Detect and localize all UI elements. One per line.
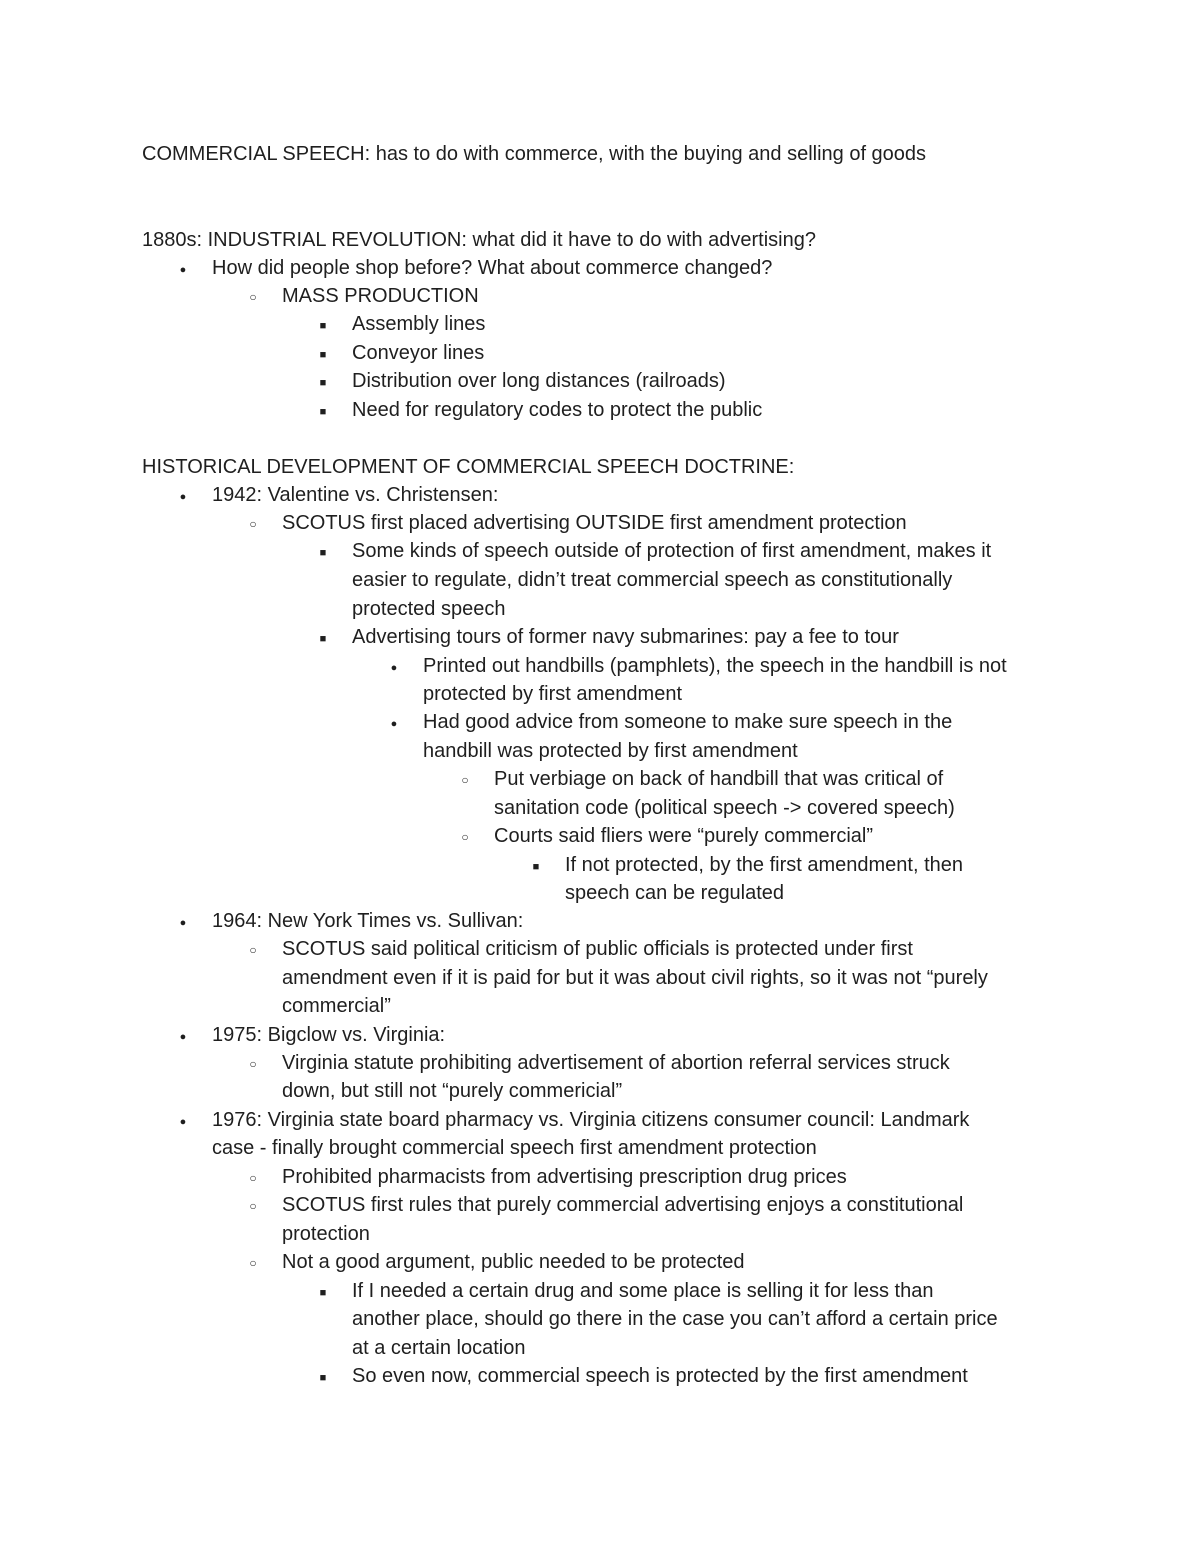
bullet-disc-icon [175, 907, 191, 938]
continuation-text: handbill was protected by first amendment [423, 740, 798, 762]
list-item-text: SCOTUS said political criticism of public officials is protected under first [282, 938, 913, 960]
continuation-text: amendment even if it is paid for but it was about civil rights, so it was not “purely [282, 967, 988, 989]
list-item-text: Printed out handbills (pamphlets), the speech in the handbill is not [423, 655, 1007, 677]
bullet-square-icon [315, 1362, 331, 1393]
bullet-square-icon [528, 851, 544, 882]
continuation-text: at a certain location [352, 1337, 526, 1359]
bullet-disc-icon [386, 708, 402, 739]
continuation-text: protected speech [352, 598, 506, 620]
list-item-text: Assembly lines [352, 313, 486, 335]
continuation-text: easier to regulate, didn’t treat commercial speech as constitutionally [352, 569, 953, 591]
continuation-text: another place, should go there in the case you can’t afford a certain price [352, 1308, 998, 1330]
section-heading: HISTORICAL DEVELOPMENT OF COMMERCIAL SPEECH DOCTRINE: [142, 456, 795, 478]
bullet-circle-icon [245, 1163, 261, 1193]
list-item-text: If not protected, by the first amendment, then [565, 854, 963, 876]
continuation-text: sanitation code (political speech -> covered speech) [494, 797, 955, 819]
bullet-disc-icon [175, 1021, 191, 1052]
bullet-disc-icon [175, 254, 191, 285]
continuation-text: speech can be regulated [565, 882, 785, 904]
list-item-text: Put verbiage on back of handbill that was critical of [494, 768, 944, 790]
bullet-square-icon [315, 537, 331, 568]
bullet-circle-icon [457, 822, 473, 852]
list-item-text: Not a good argument, public needed to be protected [282, 1251, 745, 1273]
bullet-circle-icon [245, 1049, 261, 1079]
bullet-square-icon [315, 367, 331, 398]
list-item-text: If I needed a certain drug and some place is selling it for less than [352, 1280, 934, 1302]
list-item-text: Some kinds of speech outside of protection of first amendment, makes it [352, 540, 992, 562]
list-item-text: Need for regulatory codes to protect the public [352, 399, 763, 421]
bullet-square-icon [315, 623, 331, 654]
list-item-text: How did people shop before? What about commerce changed? [212, 257, 773, 279]
bullet-disc-icon [175, 481, 191, 512]
continuation-text: protection [282, 1223, 370, 1245]
list-item-text: 1975: Bigclow vs. Virginia: [212, 1024, 446, 1046]
list-item-text: Virginia statute prohibiting advertisement of abortion referral services struck [282, 1052, 950, 1074]
bullet-disc-icon [386, 652, 402, 683]
bullet-circle-icon [245, 509, 261, 539]
list-item-text: Prohibited pharmacists from advertising prescription drug prices [282, 1166, 847, 1188]
list-item-text: Courts said fliers were “purely commercial” [494, 825, 873, 847]
list-item-text: 1976: Virginia state board pharmacy vs. Virginia citizens consumer council: Landmark [212, 1109, 970, 1131]
bullet-circle-icon [245, 1191, 261, 1221]
bullet-circle-icon [245, 282, 261, 312]
bullet-square-icon [315, 1277, 331, 1308]
continuation-text: case - finally brought commercial speech first amendment protection [212, 1137, 817, 1159]
list-item-text: 1942: Valentine vs. Christensen: [212, 484, 499, 506]
list-item-text: MASS PRODUCTION [282, 285, 479, 307]
list-item-text: Advertising tours of former navy submarines: pay a fee to tour [352, 626, 899, 648]
bullet-square-icon [315, 339, 331, 370]
continuation-text: protected by first amendment [423, 683, 683, 705]
document-heading: COMMERCIAL SPEECH: has to do with commerce, with the buying and selling of goods [142, 143, 927, 165]
list-item-text: Had good advice from someone to make sure speech in the [423, 711, 953, 733]
bullet-square-icon [315, 310, 331, 341]
bullet-square-icon [315, 396, 331, 427]
bullet-circle-icon [245, 1248, 261, 1278]
list-item-text: SCOTUS first placed advertising OUTSIDE first amendment protection [282, 512, 907, 534]
list-item-text: SCOTUS first rules that purely commercial advertising enjoys a constitutional [282, 1194, 964, 1216]
list-item-text: Distribution over long distances (railroads) [352, 370, 726, 392]
continuation-text: down, but still not “purely commericial” [282, 1080, 623, 1102]
section-heading: 1880s: INDUSTRIAL REVOLUTION: what did it have to do with advertising? [142, 229, 816, 251]
list-item-text: Conveyor lines [352, 342, 485, 364]
bullet-circle-icon [457, 765, 473, 795]
list-item-text: So even now, commercial speech is protected by the first amendment [352, 1365, 968, 1387]
bullet-disc-icon [175, 1106, 191, 1137]
bullet-circle-icon [245, 935, 261, 965]
list-item-text: 1964: New York Times vs. Sullivan: [212, 910, 524, 932]
continuation-text: commercial” [282, 995, 391, 1017]
